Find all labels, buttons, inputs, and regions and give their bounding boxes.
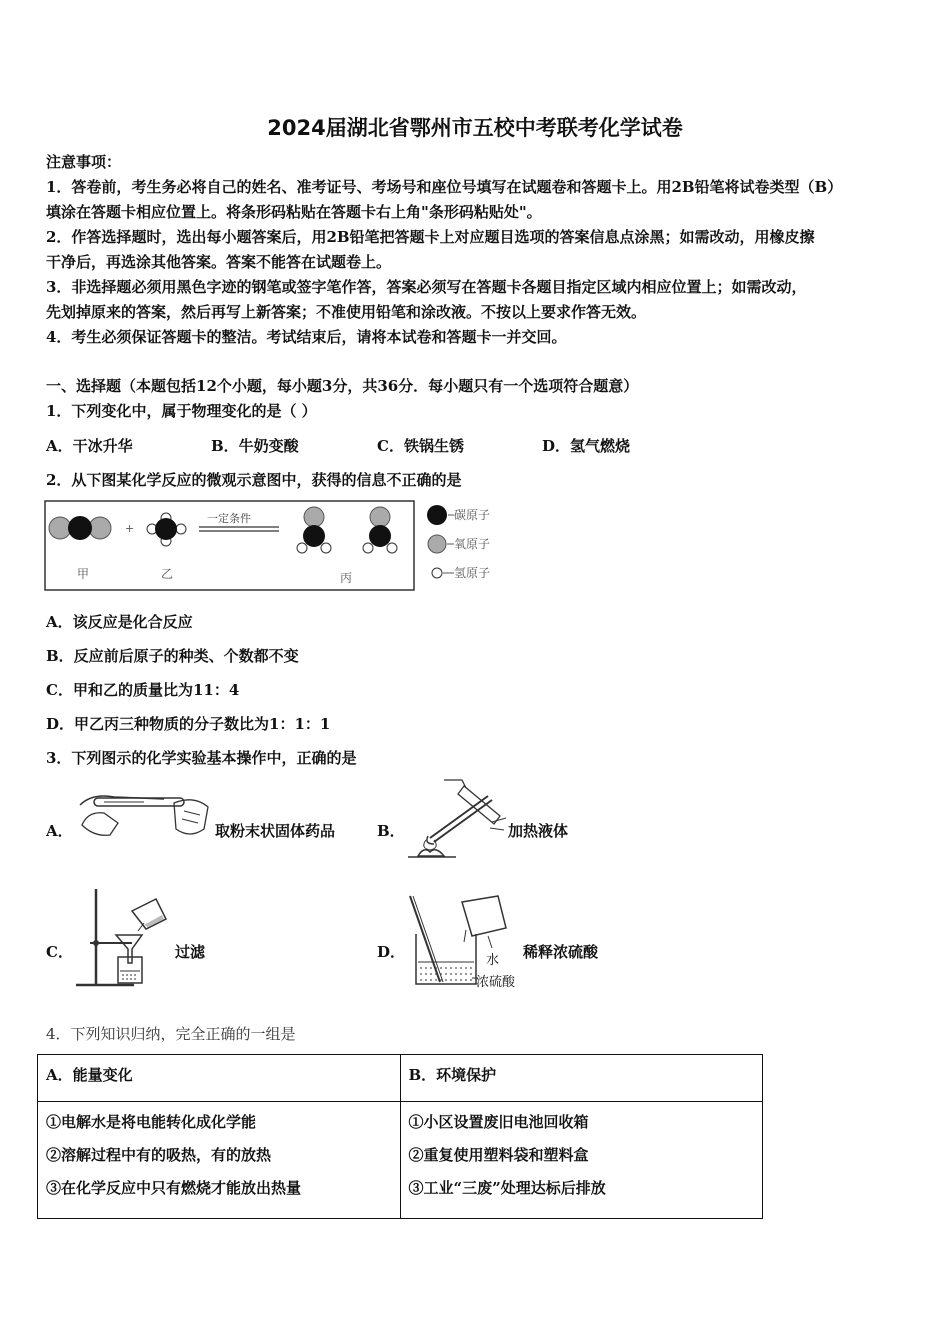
q1-option-a: A．干冰升华 (46, 437, 133, 455)
ch4-molecule (147, 513, 186, 546)
q2-option-a: A．该反应是化合反应 (46, 613, 193, 631)
filtration-illustration (70, 885, 180, 990)
d-annotation-acid: 浓硫酸 (476, 975, 516, 990)
co2-molecule (49, 516, 111, 540)
q3-letter-c: C． (46, 943, 73, 961)
legend-hydrogen: 氢原子 (454, 566, 491, 580)
q3-label-c: 过滤 (175, 943, 206, 961)
list-item: ①小区设置废旧电池回收箱 (408, 1113, 589, 1131)
notice-line: 先划掉原来的答案，然后再写上新答案；不准使用铅笔和涂改液。不按以上要求作答无效。 (46, 303, 647, 321)
list-item: ③工业“三废”处理达标后排放 (408, 1179, 606, 1197)
notice-line: 3．非选择题必须用黑色字迹的钢笔或签字笔作答，答案必须写在答题卡各题目指定区域内相应位置上；如需改动， (46, 278, 807, 296)
q3-label-b: 加热液体 (508, 822, 569, 840)
notice-line: 1．答卷前，考生务必将自己的姓名、准考证号、考场号和座位号填写在试题卷和答题卡上。用2B铅笔将试卷类型（B） (46, 178, 843, 196)
q2-option-d: D．甲乙丙三种物质的分子数比为1：1：1 (46, 715, 331, 733)
product-molecule-1 (297, 507, 331, 553)
section-heading: 一、选择题（本题包括12个小题，每小题3分，共36分．每小题只有一个选项符合题意） (46, 377, 639, 395)
q3-letter-b: B． (377, 822, 405, 840)
question-1-stem: 1．下列变化中，属于物理变化的是（ ） (46, 402, 317, 420)
plus-sign: + (125, 522, 135, 535)
q1-option-d: D．氢气燃烧 (542, 437, 631, 455)
q3-label-d: 稀释浓硫酸 (523, 943, 599, 961)
q2-option-c: C．甲和乙的质量比为11：4 (46, 681, 240, 699)
condition-label: 一定条件 (207, 512, 251, 525)
table-cell-b (400, 1102, 763, 1219)
page-title: 2024届湖北省鄂州市五校中考联考化学试卷 (267, 116, 683, 140)
legend (427, 505, 490, 580)
powder-sampling-illustration (74, 785, 214, 845)
q1-option-c: C．铁锅生锈 (377, 437, 464, 455)
notice-line: 填涂在答题卡相应位置上。将条形码粘贴在答题卡右上角"条形码粘贴处"。 (46, 203, 542, 221)
legend-oxygen: 氧原子 (454, 537, 491, 551)
list-item: ②重复使用塑料袋和塑料盒 (408, 1146, 589, 1164)
d-annotation-water: 水 (486, 953, 500, 968)
q3-letter-a: A． (46, 822, 73, 840)
q3-label-a: 取粉末状固体药品 (215, 822, 336, 840)
question-4-stem: 4．下列知识归纳，完全正确的一组是 (46, 1025, 296, 1043)
label-bing: 丙 (340, 571, 353, 585)
q2-option-b: B．反应前后原子的种类、个数都不变 (46, 647, 299, 665)
table-cell-a (38, 1102, 401, 1219)
table-header-b: B．环境保护 (400, 1055, 763, 1102)
list-item: ③在化学反应中只有燃烧才能放出热量 (46, 1179, 302, 1197)
q1-option-b: B．牛奶变酸 (211, 437, 299, 455)
notice-line: 4．考生必须保证答题卡的整洁。考试结束后，请将本试卷和答题卡一并交回。 (46, 328, 567, 346)
table-header-a: A．能量变化 (38, 1055, 401, 1102)
product-molecule-2 (363, 507, 397, 553)
legend-carbon: 碳原子 (454, 508, 491, 522)
notice-line: 2．作答选择题时，选出每小题答案后，用2B铅笔把答题卡上对应题目选项的答案信息点涂黑；如需改动，用橡皮擦 (46, 228, 815, 246)
question-3-stem: 3．下列图示的化学实验基本操作中，正确的是 (46, 749, 357, 767)
question-2-stem: 2．从下图某化学反应的微观示意图中，获得的信息不正确的是 (46, 471, 462, 489)
heating-liquid-illustration (404, 778, 508, 858)
label-yi: 乙 (161, 567, 174, 581)
list-item: ②溶解过程中有的吸热，有的放热 (46, 1146, 272, 1164)
notice-heading: 注意事项： (46, 153, 122, 171)
list-item: ①电解水是将电能转化成化学能 (46, 1113, 257, 1131)
reaction-diagram (44, 500, 524, 592)
knowledge-table (37, 1054, 763, 1219)
notice-line: 干净后，再选涂其他答案。答案不能答在试题卷上。 (46, 253, 392, 271)
label-jia: 甲 (77, 567, 90, 581)
q3-letter-d: D． (377, 943, 406, 961)
